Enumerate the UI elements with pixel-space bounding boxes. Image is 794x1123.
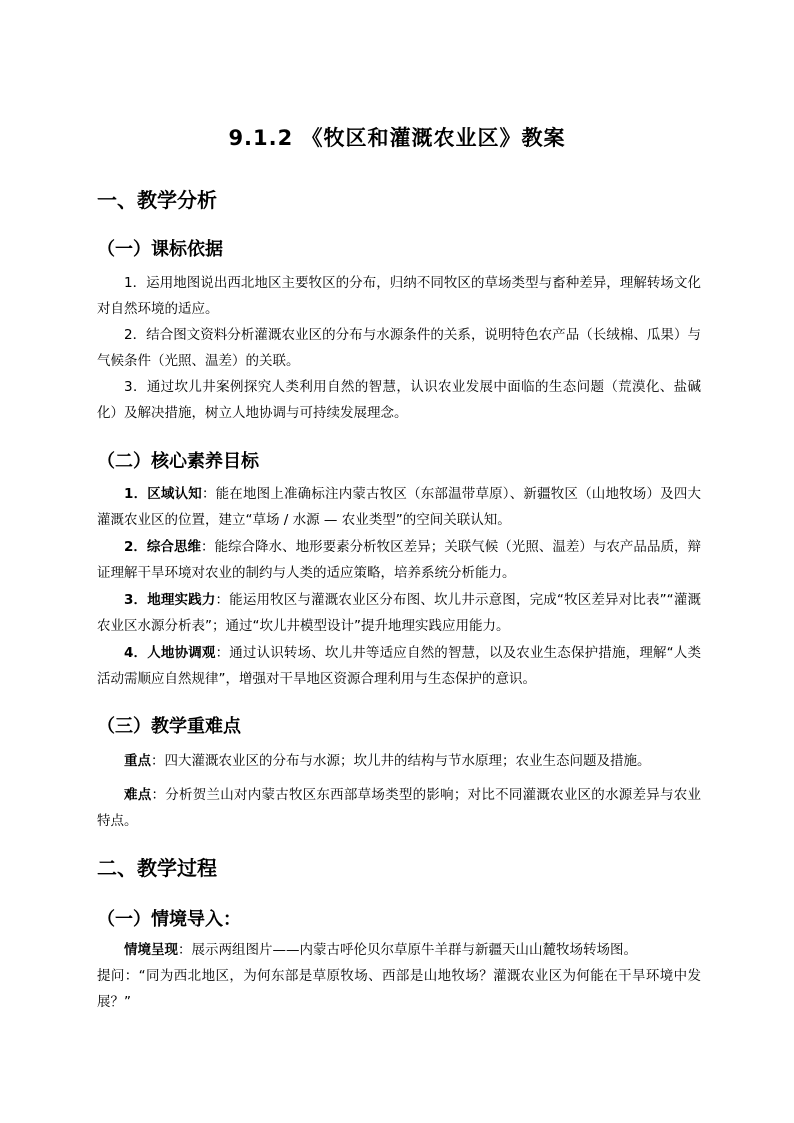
key-point — [97, 748, 701, 774]
literacy-item-label: 3．地理实践力 — [124, 592, 216, 608]
curriculum-point-1: 1．运用地图说出西北地区主要牧区的分布，归纳不同牧区的草场类型与畜种差异，理解转场文化对自然环境的适应。 — [97, 275, 701, 317]
literacy-item-text: ：能综合降水、地形要素分析牧区差异；关联气候（光照、温差）与农产品品质，辩证理解干旱环境对农业的制约与人类的适应策略，培养系统分析能力。 — [97, 539, 701, 581]
section-heading-process: 二、教学过程 — [97, 856, 217, 880]
key-point-text: ：四大灌溉农业区的分布与水源；坎儿井的结构与节水原理；农业生态问题及措施。 — [151, 753, 651, 769]
difficult-point-label: 难点 — [124, 787, 152, 803]
literacy-item-1 — [97, 481, 701, 533]
situation-question: 提问：“同为西北地区，为何东部是草原牧场、西部是山地牧场？灌溉农业区为何能在干旱环境中发展？” — [97, 968, 701, 1010]
literacy-item-label: 4．人地协调观 — [124, 645, 216, 661]
document-title: 9.1.2 《牧区和灌溉农业区》教案 — [228, 126, 566, 150]
situation-presentation — [97, 937, 701, 963]
literacy-item-text: ：能运用牧区与灌溉农业区分布图、坎儿井示意图，完成“牧区差异对比表”“灌溉农业区水源分析表”；通过“坎儿井模型设计”提升地理实践应用能力。 — [97, 592, 701, 634]
literacy-item-2 — [97, 534, 701, 586]
difficult-point-text: ：分析贺兰山对内蒙古牧区东西部草场类型的影响；对比不同灌溉农业区的水源差异与农业特点。 — [97, 787, 702, 829]
key-point-label: 重点 — [124, 753, 151, 769]
curriculum-point-3: 3．通过坎儿井案例探究人类利用自然的智慧，认识农业发展中面临的生态问题（荒漠化、盐碱化）及解决措施，树立人地协调与可持续发展理念。 — [97, 379, 701, 421]
difficult-point — [97, 782, 701, 834]
situation-text: ：展示两组图片——内蒙古呼伦贝尔草原牛羊群与新疆天山山麓牧场转场图。 — [178, 942, 637, 958]
subheading-situation-intro: （一）情境导入： — [97, 909, 241, 930]
literacy-item-3 — [97, 587, 701, 639]
literacy-item-4 — [97, 640, 701, 692]
subheading-curriculum-basis: （一）课标依据 — [97, 239, 223, 260]
literacy-item-label: 2．综合思维 — [124, 539, 201, 555]
situation-label: 情境呈现 — [124, 942, 178, 958]
section-heading-analysis: 一、教学分析 — [97, 188, 217, 212]
subheading-key-difficult: （三）教学重难点 — [97, 716, 241, 737]
literacy-item-label: 1．区域认知 — [124, 486, 202, 502]
literacy-item-text: ：能在地图上准确标注内蒙古牧区（东部温带草原）、新疆牧区（山地牧场）及四大灌溉农业区的位置，建立“草场 / 水源 — 农业类型”的空间关联认知。 — [97, 486, 701, 528]
literacy-item-text: ：通过认识转场、坎儿井等适应自然的智慧，以及农业生态保护措施，理解“人类活动需顺应自然规律”，增强对干旱地区资源合理利用与生态保护的意识。 — [97, 645, 701, 687]
subheading-core-literacy: （二）核心素养目标 — [97, 451, 259, 472]
curriculum-point-2: 2．结合图文资料分析灌溉农业区的分布与水源条件的关系，说明特色农产品（长绒棉、瓜果）与气候条件（光照、温差）的关联。 — [97, 327, 701, 369]
